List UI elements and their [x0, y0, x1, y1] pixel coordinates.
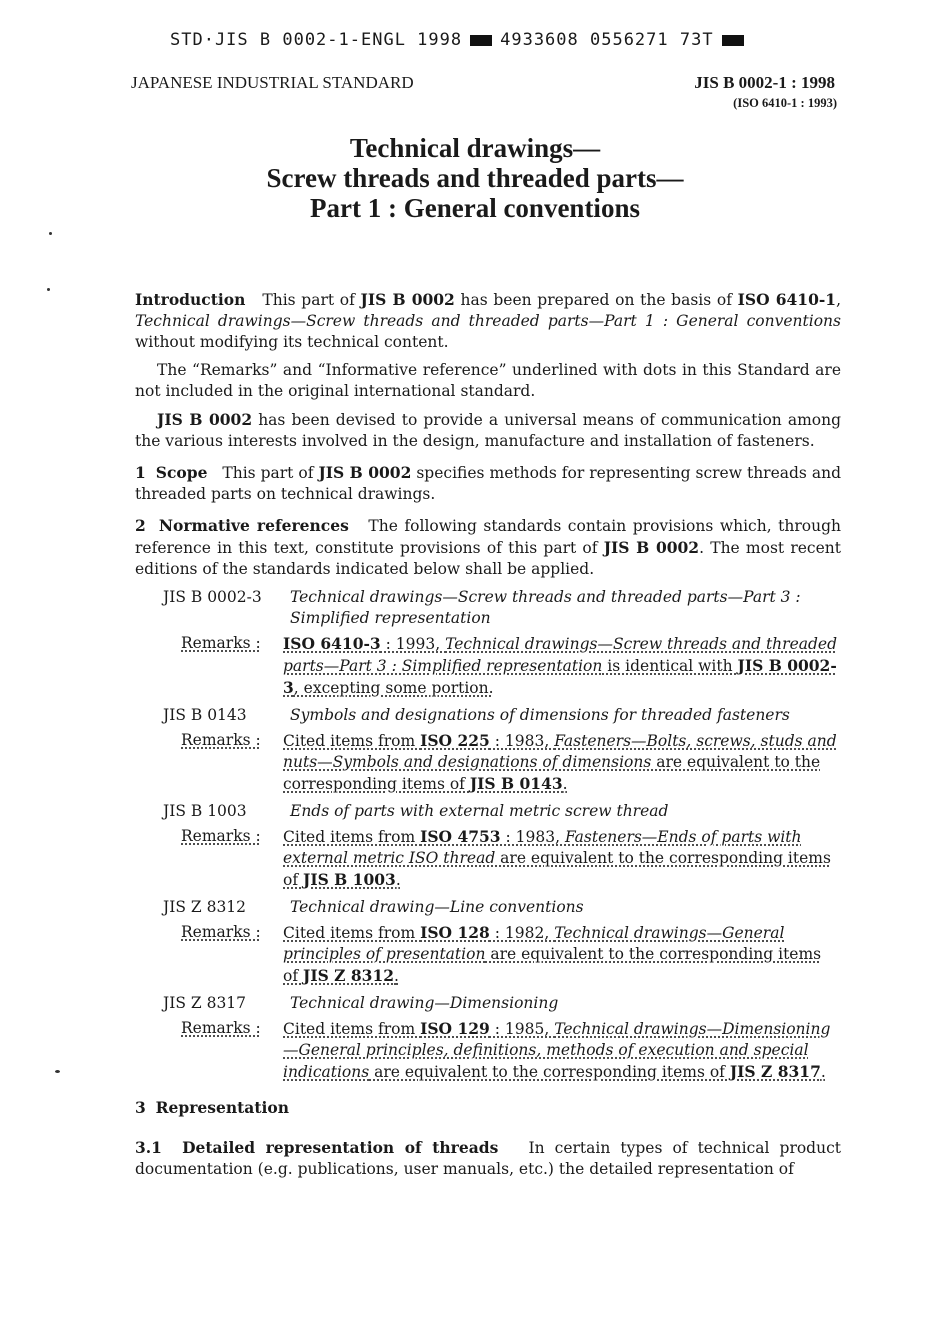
text: specifies methods for representing screw threads and threaded parts on technical drawings.	[135, 464, 842, 503]
section-number: 1	[135, 463, 146, 482]
text: .	[395, 871, 401, 889]
text: Cited items from	[283, 1020, 421, 1038]
reference-entry	[135, 801, 841, 822]
remarks-label: Remarks :	[181, 1019, 261, 1037]
reference-entry	[135, 993, 841, 1014]
text: are equivalent to the corresponding items of	[369, 1063, 730, 1081]
text: Technical drawing—Line conventions	[290, 898, 584, 916]
header-iso-number: (ISO 6410-1 : 1993)	[733, 96, 837, 110]
standard-title: Technical drawings—Screw threads and threaded parts—Part 1 : General conventions	[135, 312, 841, 330]
reference-code: JIS B 0143	[163, 706, 247, 724]
standard-ref: JIS B 0002	[603, 538, 700, 557]
text: The following standards contain provisions which, through reference in this text, constitute provisions of this part of	[135, 517, 842, 557]
iso-title: Technical drawings—Screw threads and threaded parts—Part 3 : Simplified representation	[283, 635, 838, 675]
standard-ref: JIS B 0002	[318, 463, 412, 482]
text: This part of	[222, 464, 319, 482]
title-line: Part 1 : General conventions	[310, 193, 640, 223]
text: ,	[836, 291, 842, 309]
remarks-label: Remarks :	[181, 923, 261, 941]
reference-title	[290, 705, 841, 726]
text: : 1985,	[489, 1020, 555, 1038]
document-body	[135, 289, 841, 1187]
scope-section	[135, 462, 841, 505]
standard-ref: JIS B 0002	[360, 290, 455, 309]
jis-ref: JIS B 0002-3	[283, 656, 837, 697]
stamp-block-mark	[470, 35, 492, 46]
reference-code: JIS B 0002-3	[163, 588, 262, 606]
text: Technical drawings—Screw threads and threaded parts—Part 3 : Simplified representation	[290, 588, 801, 627]
text: .	[562, 775, 568, 793]
iso-title: Fasteners—Bolts, screws, studs and nuts—Symbols and designations of dimensions	[283, 732, 837, 771]
text: This part of	[262, 291, 361, 309]
remarks-text	[283, 633, 841, 699]
header-standard-name: JAPANESE INDUSTRIAL STANDARD	[131, 73, 414, 92]
introduction-heading: Introduction	[135, 290, 246, 309]
reference-code: JIS Z 8312	[163, 898, 247, 916]
text: Cited items from	[283, 924, 421, 942]
text: Technical drawing—Dimensioning	[290, 994, 559, 1012]
section-number: 3	[135, 1098, 146, 1117]
text: are equivalent to the corresponding items of	[283, 945, 822, 985]
document-stamp	[170, 30, 752, 50]
iso-ref: ISO 129	[420, 1019, 490, 1038]
reference-remarks	[135, 1018, 841, 1083]
iso-title: Fasteners—Ends of parts with external metric ISO thread	[283, 828, 802, 867]
reference-remarks	[135, 826, 841, 891]
jis-ref: JIS Z 8317	[729, 1062, 821, 1081]
section-number: 2	[135, 516, 146, 535]
text: : 1983,	[489, 732, 555, 750]
reference-title	[290, 801, 841, 822]
text: are equivalent to the corresponding items of	[283, 753, 821, 793]
text: Ends of parts with external metric screw thread	[290, 802, 669, 820]
text: Cited items from	[283, 732, 421, 750]
remarks-note-paragraph: The “Remarks” and “Informative reference” underlined with dots in this Standard are not included in the original international standard.	[135, 361, 841, 400]
jis-ref: JIS B 0143	[469, 774, 563, 793]
scan-speck	[47, 288, 50, 291]
text: . The most recent editions of the standards indicated below shall be applied.	[135, 539, 841, 578]
text: Cited items from	[283, 828, 421, 846]
remarks-label: Remarks :	[181, 827, 261, 845]
scan-speck	[49, 232, 52, 235]
header-standard-number: JIS B 0002-1 : 1998	[694, 73, 835, 92]
reference-list	[135, 587, 841, 1083]
text: are equivalent to the corresponding items of	[283, 849, 831, 889]
text: .	[820, 1063, 826, 1081]
remarks-label: Remarks :	[181, 731, 261, 749]
remarks-text	[283, 1018, 841, 1083]
jis-ref: JIS Z 8312	[303, 966, 395, 985]
section-heading: Scope	[155, 463, 208, 482]
stamp-code: STD·JIS B 0002-1-ENGL 1998	[170, 30, 463, 50]
reference-code: JIS B 1003	[163, 802, 247, 820]
remarks-text	[283, 730, 841, 795]
scan-speck	[55, 1070, 60, 1073]
remarks-text	[283, 826, 841, 891]
iso-title: Technical drawings—Dimensioning—General principles, definitions, methods of execution and special indications	[283, 1020, 831, 1081]
reference-remarks	[135, 730, 841, 795]
stamp-serial: 4933608 0556271 73T	[500, 30, 714, 50]
reference-title	[290, 897, 841, 918]
iso-title: Technical drawings—General principles of presentation	[283, 924, 785, 963]
jis-ref: JIS B 1003	[303, 870, 396, 889]
text: Symbols and designations of dimensions for threaded fasteners	[290, 706, 790, 724]
reference-remarks	[135, 633, 841, 699]
reference-title	[290, 993, 841, 1014]
text: is identical with	[602, 657, 738, 675]
page-title	[0, 133, 950, 223]
text: In certain types of technical product documentation (e.g. publications, user manuals, etc.) the detailed representation of	[135, 1139, 841, 1178]
reference-remarks	[135, 922, 841, 987]
text: without modifying its technical content.	[135, 333, 449, 351]
text: .	[394, 967, 399, 985]
reference-entry	[135, 587, 841, 629]
iso-ref: ISO 4753	[420, 827, 501, 846]
iso-ref: ISO 6410-3	[283, 634, 381, 653]
reference-title	[290, 587, 841, 629]
text: , excepting some portion.	[293, 679, 494, 697]
section-heading: Normative references	[158, 516, 349, 535]
section-heading: Representation	[155, 1098, 289, 1117]
representation-section	[135, 1097, 841, 1119]
title-line: Screw threads and threaded parts—	[266, 163, 684, 193]
remarks-text	[283, 922, 841, 987]
stamp-block-mark	[722, 35, 744, 46]
reference-entry	[135, 897, 841, 918]
remarks-label: Remarks :	[181, 634, 261, 652]
standard-ref: ISO 6410-1	[737, 290, 837, 309]
title-line: Technical drawings—	[349, 133, 601, 163]
text: has been devised to provide a universal means of communication among the various interests involved in the design, manufacture and installation of fasteners.	[135, 411, 842, 450]
text: has been prepared on the basis of	[454, 291, 738, 309]
detailed-representation-paragraph	[135, 1137, 841, 1180]
reference-code: JIS Z 8317	[163, 994, 247, 1012]
subsection-number: 3.1	[135, 1138, 162, 1157]
reference-entry	[135, 705, 841, 726]
standard-ref: JIS B 0002	[157, 410, 253, 429]
purpose-paragraph	[135, 409, 841, 452]
subsection-heading: Detailed representation of threads	[182, 1138, 499, 1157]
text: : 1982,	[489, 924, 555, 942]
text: : 1983,	[500, 828, 565, 846]
normative-references-section	[135, 515, 841, 580]
text: : 1993,	[380, 635, 446, 653]
iso-ref: ISO 225	[420, 731, 490, 750]
iso-ref: ISO 128	[420, 923, 490, 942]
introduction-paragraph	[135, 289, 841, 353]
